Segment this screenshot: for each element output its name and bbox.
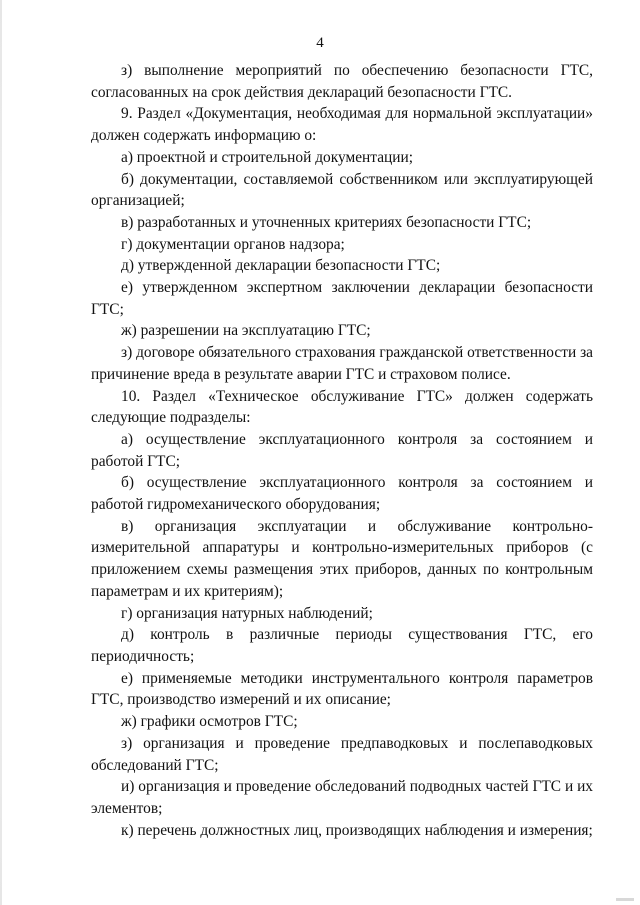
list-item-b-owner-docs: б) документации, составляемой собственником или эксплуатирующей организацией; bbox=[91, 170, 593, 210]
list-item-v-criteria: в) разработанных и уточненных критериях безопасности ГТС; bbox=[121, 213, 532, 231]
subsection-g-field-observations: г) организация натурных наблюдений; bbox=[121, 604, 373, 622]
page-number: 4 bbox=[316, 35, 324, 51]
list-item-zh-permit: ж) разрешении на эксплуатацию ГТС; bbox=[121, 322, 371, 340]
list-item-z-insurance: з) договоре обязательного страхования гражданской ответственности за причинение вреда в результате аварии ГТС и страховом полисе. bbox=[91, 344, 593, 383]
list-item-d-declaration: д) утвержденной декларации безопасности ГТС; bbox=[121, 257, 441, 275]
section-9-heading: 9. Раздел «Документация, необходимая для нормальной эксплуатации» должен содержать информацию о: bbox=[91, 105, 593, 145]
subsection-e-measurement-methods: е) применяемые методики инструментального контроля параметров ГТС, производство измерений и их описание; bbox=[91, 669, 593, 709]
list-item-e-expert-conclusion: е) утвержденном экспертном заключении декларации безопасности ГТС; bbox=[91, 279, 593, 318]
subsection-v-instrumentation: в) организация эксплуатации и обслуживание контрольно-измерительной аппаратуры и контрольно-измерительных приборов (с приложением схемы размещения этих приборов, данных по контрольным параметрам и их критериям); bbox=[91, 517, 593, 600]
list-item-a-project-docs: а) проектной и строительной документации; bbox=[121, 148, 414, 166]
scan-mark bbox=[616, 898, 634, 901]
subsection-d-periodic-control: д) контроль в различные периоды существования ГТС, его периодичность; bbox=[91, 626, 593, 665]
subsection-i-underwater-surveys: и) организация и проведение обследований подводных частей ГТС и их элементов; bbox=[91, 778, 593, 817]
subsection-a-operational-control: а) осуществление эксплуатационного контроля за состоянием и работой ГТС; bbox=[91, 430, 593, 470]
subsection-z-flood-surveys: з) организация и проведение предпаводковых и послепаводковых обследований ГТС; bbox=[91, 734, 593, 774]
scan-edge bbox=[0, 0, 2, 905]
section-10-heading: 10. Раздел «Техническое обслуживание ГТС» должен содержать следующие подразделы: bbox=[91, 387, 593, 427]
subsection-zh-inspection-schedules: ж) графики осмотров ГТС; bbox=[121, 713, 298, 731]
list-item-z-measures: з) выполнение мероприятий по обеспечению безопасности ГТС, согласованных на срок действия деклараций безопасности ГТС. bbox=[91, 62, 593, 101]
document-body bbox=[91, 60, 593, 841]
list-item-g-supervision-docs: г) документации органов надзора; bbox=[121, 235, 345, 253]
subsection-k-responsible-persons: к) перечень должностных лиц, производящих наблюдения и измерения; bbox=[121, 821, 593, 839]
subsection-b-hydromechanical-control: б) осуществление эксплуатационного контроля за состоянием и работой гидромеханического оборудования; bbox=[91, 474, 593, 514]
